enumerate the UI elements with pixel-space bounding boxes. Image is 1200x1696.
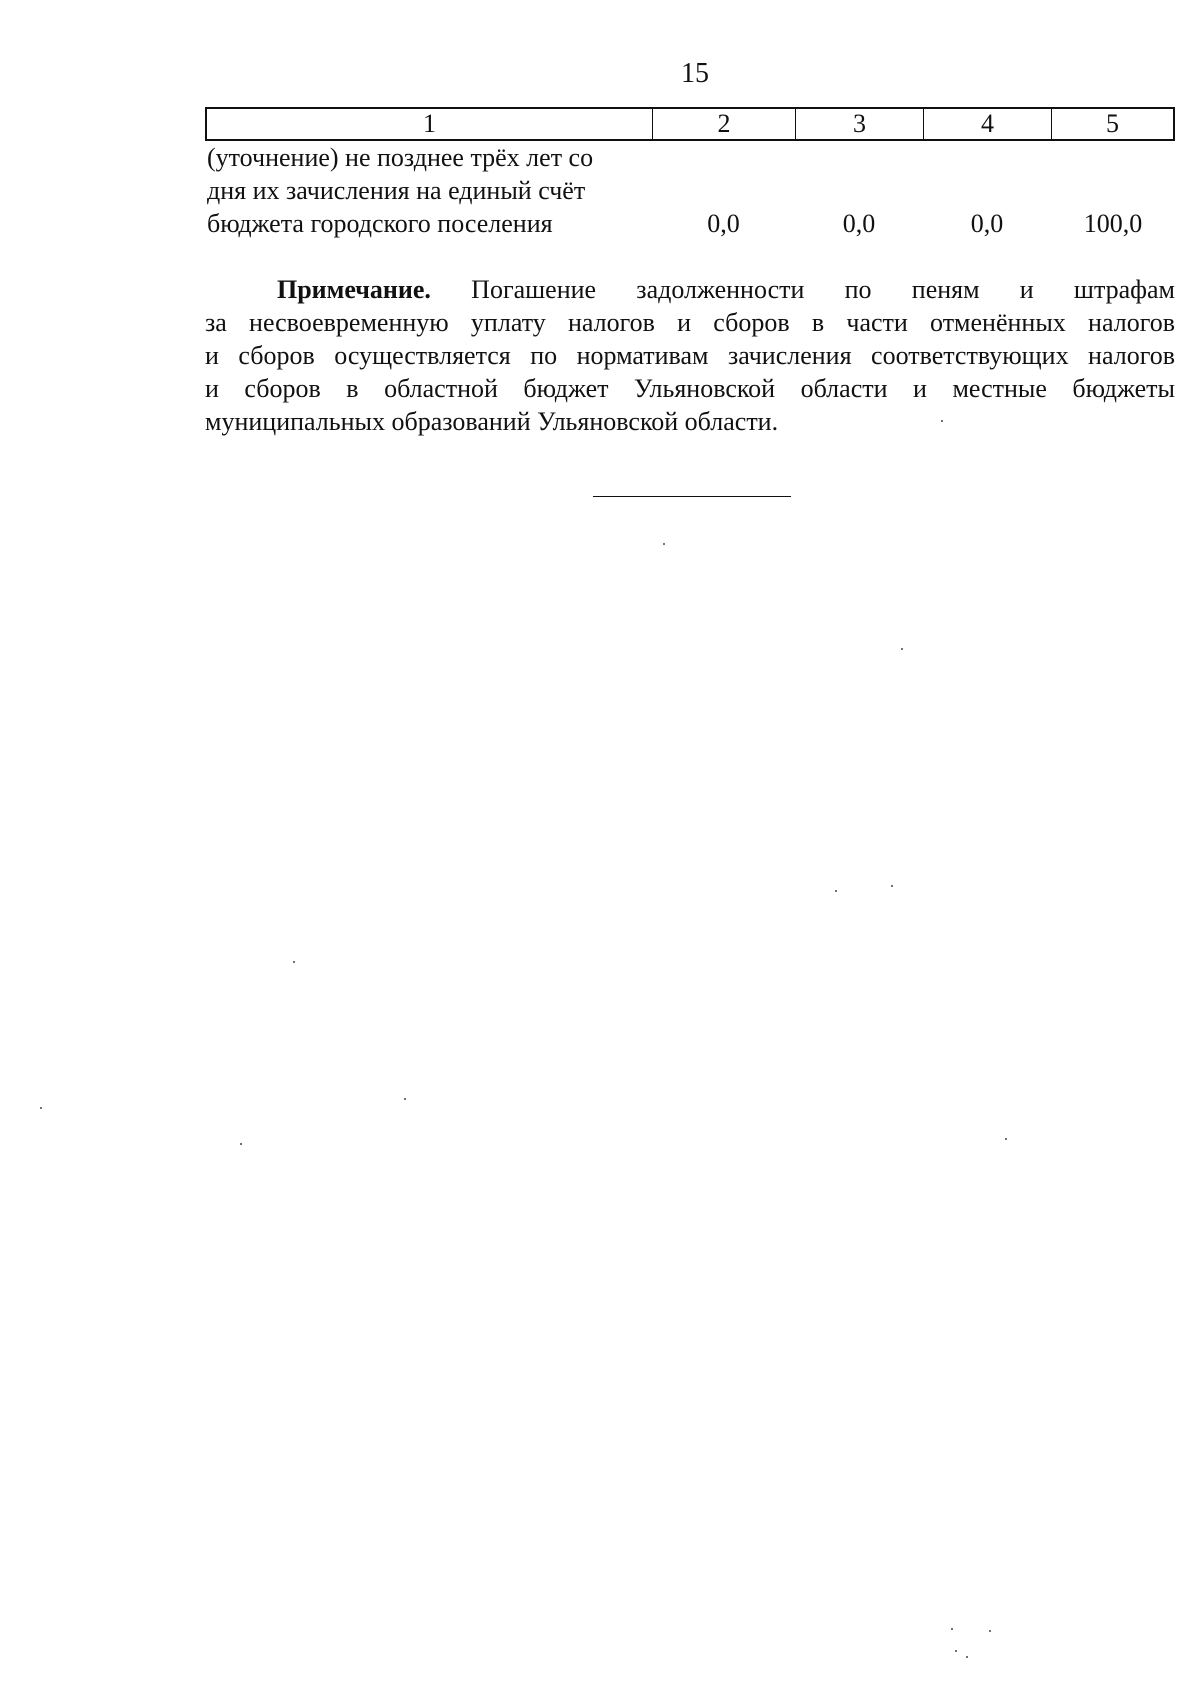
scan-speck <box>404 1098 406 1100</box>
table-column-header: 2 <box>653 109 796 139</box>
table-header-row <box>205 107 1175 141</box>
scan-speck <box>40 1107 42 1109</box>
scan-speck <box>966 1656 968 1658</box>
table-column-header: 5 <box>1106 109 1119 138</box>
scan-speck <box>293 961 295 963</box>
table-column-header: 1 <box>207 109 653 139</box>
note-line: муниципальных образований Ульяновской области. <box>205 407 779 436</box>
table-column-header: 4 <box>924 109 1052 139</box>
scan-speck <box>901 648 903 650</box>
table-cell-value: 0,0 <box>707 209 740 238</box>
table-row-description <box>207 141 652 240</box>
description-line: бюджета городского поселения <box>207 209 553 238</box>
scan-speck <box>891 885 893 887</box>
scan-speck <box>955 1650 957 1652</box>
table-cell-value: 0,0 <box>842 209 876 238</box>
scan-speck <box>989 1630 991 1632</box>
scan-speck <box>1005 1138 1007 1140</box>
note-paragraph <box>205 273 1175 438</box>
note-text: Погашение задолженности по пеням и штрафам <box>471 275 1176 304</box>
description-line: дня их зачисления на единый счёт <box>207 176 586 205</box>
note-line <box>205 273 1175 306</box>
scan-speck <box>663 543 665 545</box>
end-separator-line <box>593 496 791 497</box>
scan-speck <box>951 1628 953 1630</box>
note-line: и сборов осуществляется по нормативам зачисления соответствующих налогов <box>205 341 1175 370</box>
note-line: и сборов в областной бюджет Ульяновской области и местные бюджеты <box>205 374 1175 403</box>
description-line: (уточнение) не позднее трёх лет со <box>207 143 594 172</box>
note-label: Примечание. <box>277 275 431 304</box>
table-column-header: 3 <box>796 109 924 139</box>
scan-speck <box>240 1143 242 1145</box>
table-cell-value: 0,0 <box>970 209 1004 238</box>
scan-speck <box>835 890 837 892</box>
scan-speck <box>941 420 943 422</box>
page-number: 15 <box>681 58 709 89</box>
table-cell-value: 100,0 <box>1083 209 1143 238</box>
note-line: за несвоевременную уплату налогов и сборов в части отменённых налогов <box>205 308 1175 337</box>
